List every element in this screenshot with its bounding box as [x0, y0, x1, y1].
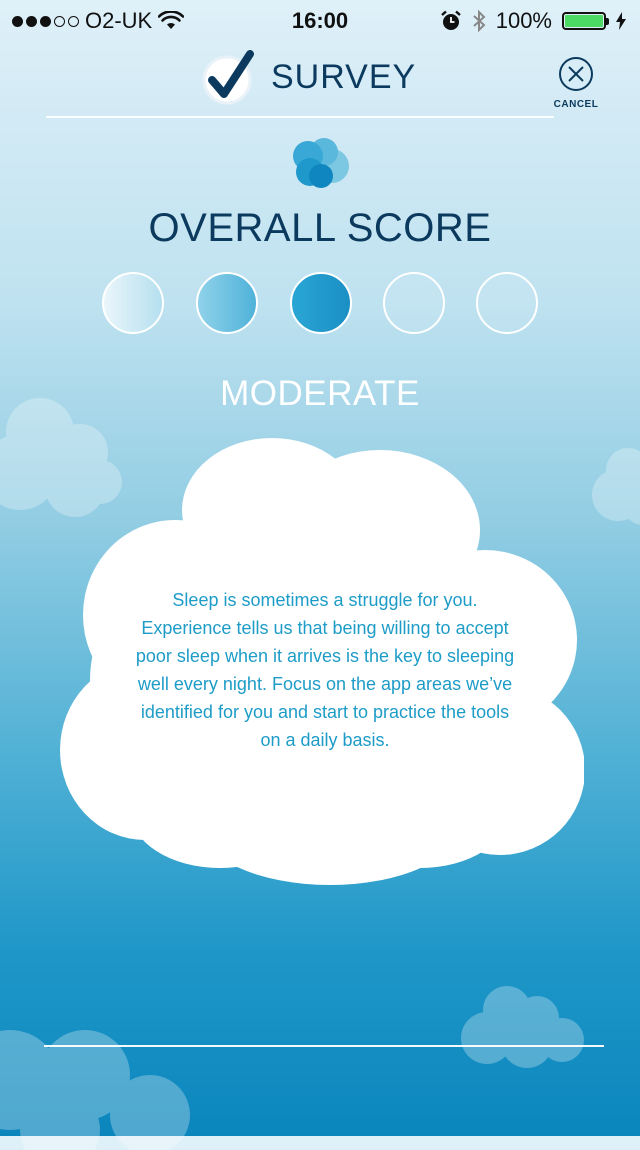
score-circle-1 — [102, 272, 164, 334]
alarm-icon — [440, 10, 462, 32]
check-circle-icon — [200, 50, 256, 106]
battery-percentage: 100% — [495, 8, 552, 33]
score-rating: MODERATE — [220, 374, 420, 413]
background-cloud-bottom-right — [452, 980, 592, 1070]
cancel-button[interactable] — [552, 56, 600, 116]
charging-bolt-icon — [616, 12, 626, 30]
status-time: 16:00 — [291, 8, 349, 33]
score-circle-4 — [383, 272, 445, 334]
header-divider — [46, 116, 554, 118]
status-bar — [0, 0, 640, 40]
score-circle-2 — [196, 272, 258, 334]
score-indicator — [102, 272, 542, 338]
background-cloud-bottom-left — [0, 1020, 210, 1150]
overall-score-heading: OVERALL SCORE — [148, 206, 492, 250]
cancel-label: CANCEL — [553, 99, 599, 110]
score-circle-3 — [290, 272, 352, 334]
header — [0, 40, 640, 118]
close-circle-icon — [558, 56, 594, 92]
status-right-group — [440, 8, 626, 34]
battery-icon — [562, 12, 606, 30]
result-description: Sleep is sometimes a struggle for you. Experience tells us that being willing to accept poor sleep when it arrives is the key to sleeping well every night. Focus on the app areas we’ve identified for you and start to practice the tools on a daily basis. — [135, 590, 515, 750]
bluetooth-icon — [472, 9, 486, 33]
carrier-name: O2-UK — [85, 8, 153, 33]
page-title: SURVEY — [271, 58, 417, 96]
cloud-cluster-icon — [290, 136, 354, 192]
footer-divider — [44, 1045, 604, 1047]
background-cloud-right — [588, 440, 640, 530]
score-circle-5 — [476, 272, 538, 334]
